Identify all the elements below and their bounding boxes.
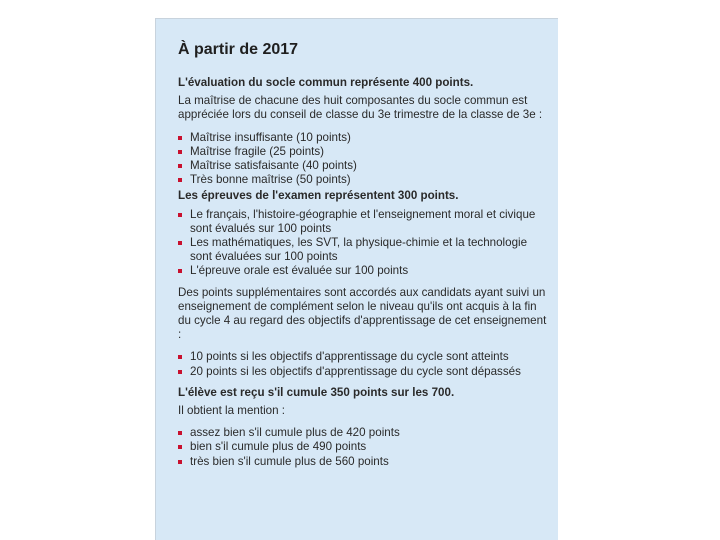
list-item-text: Maîtrise satisfaisante (40 points) bbox=[190, 159, 357, 173]
list-item-text: très bien s'il cumule plus de 560 points bbox=[190, 454, 389, 468]
socle-intro: La maîtrise de chacune des huit composantes du socle commun est appréciée lors du conseil de classe du 3e trimestre de la classe de 3e : bbox=[178, 94, 543, 122]
list-item bbox=[178, 159, 548, 173]
list-item-text: Maîtrise insuffisante (10 points) bbox=[190, 130, 351, 144]
bullet-icon bbox=[178, 136, 182, 140]
list-item-text: L'épreuve orale est évaluée sur 100 points bbox=[190, 264, 409, 278]
list-item-text: Les mathématiques, les SVT, la physique-chimie et la technologie sont évaluées sur 100 points bbox=[190, 236, 528, 264]
list-item-text: 20 points si les objectifs d'apprentissage du cycle sont dépassés bbox=[190, 364, 521, 378]
list-item-text: Le français, l'histoire-géographie et l'enseignement moral et civique sont évalués sur 100 points bbox=[190, 207, 536, 235]
bullet-icon bbox=[178, 178, 182, 182]
page-title: À partir de 2017 bbox=[178, 41, 299, 58]
bullet-icon bbox=[178, 241, 182, 245]
list-item bbox=[178, 173, 548, 187]
list-item bbox=[178, 236, 548, 264]
bullet-icon bbox=[178, 164, 182, 168]
bullet-icon bbox=[178, 445, 182, 449]
list-item bbox=[178, 145, 548, 159]
bullet-icon bbox=[178, 269, 182, 273]
list-item bbox=[178, 131, 548, 145]
bullet-icon bbox=[178, 370, 182, 374]
list-item bbox=[178, 350, 548, 364]
list-item-text: bien s'il cumule plus de 490 points bbox=[190, 440, 367, 454]
epreuves-list bbox=[178, 208, 548, 279]
bullet-icon bbox=[178, 431, 182, 435]
list-item bbox=[178, 426, 548, 440]
list-item bbox=[178, 208, 548, 236]
bullet-icon bbox=[178, 150, 182, 154]
list-item bbox=[178, 440, 548, 454]
bullet-icon bbox=[178, 355, 182, 359]
info-panel bbox=[155, 18, 558, 540]
bullet-icon bbox=[178, 460, 182, 464]
list-item bbox=[178, 264, 548, 278]
supplementaires-list bbox=[178, 350, 548, 378]
list-item-text: Maîtrise fragile (25 points) bbox=[190, 144, 325, 158]
epreuves-heading: Les épreuves de l'examen représentent 300 points. bbox=[178, 189, 459, 203]
resultat-heading: L'élève est reçu s'il cumule 350 points sur les 700. bbox=[178, 385, 455, 399]
list-item-text: Très bonne maîtrise (50 points) bbox=[190, 173, 351, 187]
supplementaires-intro: Des points supplémentaires sont accordés aux candidats ayant suivi un enseignement de complément selon le niveau qu'ils ont acquis à la fin du cycle 4 au regard des objectifs d'apprentissage de cet enseignement : bbox=[178, 285, 547, 342]
list-item-text: assez bien s'il cumule plus de 420 points bbox=[190, 426, 400, 440]
list-item bbox=[178, 365, 548, 379]
mention-intro: Il obtient la mention : bbox=[178, 404, 285, 418]
list-item bbox=[178, 455, 548, 469]
socle-heading: L'évaluation du socle commun représente 400 points. bbox=[178, 76, 474, 89]
list-item-text: 10 points si les objectifs d'apprentissage du cycle sont atteints bbox=[190, 350, 509, 364]
mention-list bbox=[178, 426, 548, 469]
socle-list bbox=[178, 131, 548, 188]
bullet-icon bbox=[178, 213, 182, 217]
panel-content bbox=[178, 41, 548, 476]
